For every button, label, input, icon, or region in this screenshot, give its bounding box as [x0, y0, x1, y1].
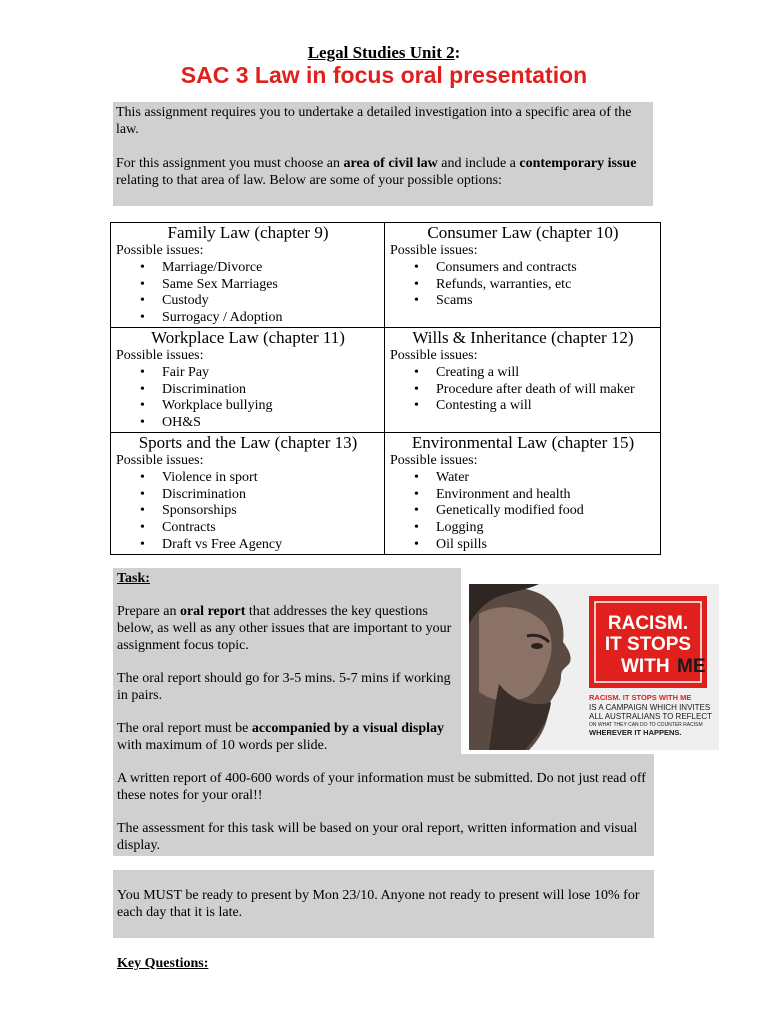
sac-title: SAC 3 Law in focus oral presentation [180, 62, 588, 88]
task-text: with maximum of 10 words per slide. [117, 738, 328, 753]
poster-sub-3: ALL AUSTRALIANS TO REFLECT [589, 712, 713, 721]
poster-image [469, 584, 719, 750]
poster-sub-5: WHEREVER IT HAPPENS. [589, 728, 682, 737]
cell-title: Sports and the Law (chapter 13) [138, 432, 358, 452]
issue-list [390, 260, 656, 310]
issue-list [116, 260, 380, 327]
cell-title: Workplace Law (chapter 11) [151, 327, 345, 347]
list-item: • Same Sex Marriages [162, 277, 380, 294]
task-paragraph-4: A written report of 400-600 words of your information must be submitted. Do not just read off these notes for your oral!! [117, 771, 646, 803]
possible-issues-label: Possible issues: [390, 347, 478, 363]
unit-title: Legal Studies Unit 2 [307, 43, 455, 62]
racism-campaign-poster [469, 584, 719, 750]
cell-workplace-law [111, 327, 385, 432]
list-item: • Marriage/Divorce [162, 260, 380, 277]
poster-sub-4: ON WHAT THEY CAN DO TO COUNTER RACISM [589, 722, 703, 728]
table-row [111, 223, 661, 328]
task-bold-oral-report: oral report [179, 604, 246, 619]
list-item: • OH&S [162, 415, 380, 432]
list-item: • Contesting a will [436, 398, 656, 415]
cell-family-law [111, 223, 385, 328]
task-paragraph-1 [117, 603, 452, 654]
poster-headline-2: IT STOPS [604, 634, 692, 655]
intro-paragraph-2 [116, 155, 650, 189]
cell-wills-inheritance [385, 327, 661, 432]
cell-title: Environmental Law (chapter 15) [411, 432, 635, 452]
task-text: Prepare an [117, 604, 180, 619]
list-item: • Surrogacy / Adoption [162, 310, 380, 327]
list-item: • Discrimination [162, 487, 380, 504]
poster-headline-3b: ME [677, 656, 706, 677]
task-bold-visual-display: accompanied by a visual display [251, 721, 445, 736]
list-item: • Genetically modified food [436, 503, 656, 520]
deadline-box: You MUST be ready to present by Mon 23/10. Anyone not ready to present will lose 10% for each day that it is late. [113, 870, 654, 938]
issue-list [390, 470, 656, 554]
poster-sub-2: IS A CAMPAIGN WHICH INVITES [589, 703, 711, 712]
cell-title: Family Law (chapter 9) [167, 223, 329, 242]
table-row [111, 327, 661, 432]
table-row [111, 432, 661, 554]
unit-title-colon: : [454, 43, 461, 62]
intro-bold-contemporary-issue: contemporary issue [519, 156, 637, 171]
possible-issues-label: Possible issues: [116, 452, 204, 468]
list-item: • Workplace bullying [162, 398, 380, 415]
possible-issues-label: Possible issues: [116, 243, 204, 258]
list-item: • Oil spills [436, 537, 656, 554]
intro-box [113, 102, 653, 206]
cell-consumer-law [385, 223, 661, 328]
law-areas-table [110, 222, 661, 555]
list-item: • Creating a will [436, 365, 656, 382]
list-item: • Fair Pay [162, 365, 380, 382]
cell-title: Wills & Inheritance (chapter 12) [412, 327, 634, 347]
list-item: • Contracts [162, 520, 380, 537]
poster-sub-1: RACISM. IT STOPS WITH ME [589, 693, 692, 702]
list-item: • Water [436, 470, 656, 487]
issue-list [390, 365, 656, 415]
intro-text: relating to that area of law. Below are some of your possible options: [116, 173, 502, 188]
cell-title: Consumer Law (chapter 10) [427, 223, 619, 242]
intro-text: For this assignment you must choose an [116, 156, 344, 171]
list-item: • Discrimination [162, 382, 380, 399]
list-item: • Refunds, warranties, etc [436, 277, 656, 294]
possible-issues-label: Possible issues: [116, 347, 204, 363]
list-item: • Sponsorships [162, 503, 380, 520]
task-paragraph-2: The oral report should go for 3-5 mins. 5-7 mins if working in pairs. [117, 671, 451, 703]
possible-issues-label: Possible issues: [390, 452, 478, 468]
list-item: • Procedure after death of will maker [436, 382, 656, 399]
key-questions-heading: Key Questions: [117, 956, 209, 971]
list-item: • Consumers and contracts [436, 260, 656, 277]
intro-bold-civil-law: area of civil law [343, 156, 438, 171]
cell-sports-law [111, 432, 385, 554]
task-paragraph-3 [117, 720, 452, 754]
task-text: that addresses the key questions below, as well as any other issues that are important to your assignment focus topic. [117, 604, 452, 653]
task-heading-text: Task: [117, 571, 150, 586]
issue-list [116, 470, 380, 554]
task-paragraph-5: The assessment for this task will be based on your oral report, written information and visual display. [117, 821, 638, 853]
cell-environmental-law [385, 432, 661, 554]
poster-headline-1: RACISM. [607, 613, 689, 634]
list-item: • Custody [162, 293, 380, 310]
list-item: • Violence in sport [162, 470, 380, 487]
task-text: The oral report must be [117, 721, 252, 736]
list-item: • Environment and health [436, 487, 656, 504]
list-item: • Logging [436, 520, 656, 537]
poster-headline-3a: WITH [621, 656, 670, 677]
list-item: • Draft vs Free Agency [162, 537, 380, 554]
list-item: • Scams [436, 293, 656, 310]
issue-list [116, 365, 380, 432]
document-title [0, 43, 768, 63]
intro-paragraph-1: This assignment requires you to undertake a detailed investigation into a specific area of the law. [116, 105, 632, 137]
intro-text: and include a [437, 156, 520, 171]
possible-issues-label: Possible issues: [390, 243, 478, 258]
